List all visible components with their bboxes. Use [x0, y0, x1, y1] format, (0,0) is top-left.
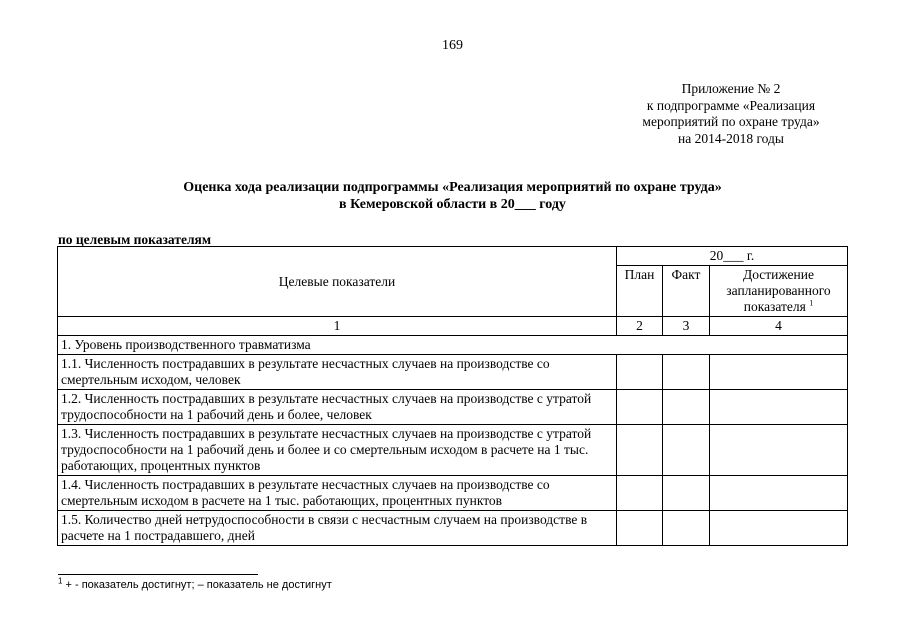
achievement-cell: [710, 425, 848, 476]
page-number: 169: [442, 38, 463, 53]
fact-cell: [663, 476, 710, 511]
footnote-ref: 1: [809, 298, 814, 308]
appendix-line: мероприятий по охране труда»: [642, 114, 820, 129]
plan-cell: [617, 511, 663, 546]
footnote-text: + - показатель достигнут; – показатель не достигнут: [65, 579, 332, 591]
achievement-cell: [710, 476, 848, 511]
title-line: Оценка хода реализации подпрограммы «Реализация мероприятий по охране труда»: [183, 180, 722, 195]
title-line: в Кемеровской области в 20___ году: [339, 197, 566, 212]
header-achievement-text: Достижение запланированного показателя: [726, 267, 831, 314]
column-number-row: [58, 317, 848, 336]
fact-cell: [663, 355, 710, 390]
footnote-marker: 1: [58, 576, 63, 586]
plan-cell: [617, 355, 663, 390]
table-row: [58, 476, 848, 511]
table-row: [58, 511, 848, 546]
footnote: [58, 576, 332, 591]
indicator-cell: 1.1. Численность пострадавших в результате несчастных случаев на производстве со смертельным исходом, человек: [58, 355, 617, 390]
appendix-line: к подпрограмме «Реализация: [646, 97, 816, 113]
indicators-table: [57, 246, 848, 546]
footnote-separator: [58, 574, 258, 575]
column-number: 4: [710, 317, 848, 336]
section-title: 1. Уровень производственного травматизма: [58, 336, 848, 355]
fact-cell: [663, 425, 710, 476]
appendix-line: Приложение № 2: [681, 81, 781, 96]
appendix-block: [600, 81, 862, 147]
header-achievement: [710, 266, 848, 317]
plan-cell: [617, 476, 663, 511]
plan-cell: [617, 425, 663, 476]
table-header-row: [58, 247, 848, 266]
table-row: [58, 355, 848, 390]
achievement-cell: [710, 355, 848, 390]
table-row: [58, 425, 848, 476]
column-number: 3: [663, 317, 710, 336]
indicator-cell: 1.4. Численность пострадавших в результате несчастных случаев на производстве со смертельным исходом в расчете на 1 тыс. работающих, процентных пунктов: [58, 476, 617, 511]
achievement-cell: [710, 511, 848, 546]
header-plan: План: [617, 266, 663, 317]
header-year: 20___ г.: [617, 247, 848, 266]
indicator-cell: 1.3. Численность пострадавших в результате несчастных случаев на производстве с утратой трудоспособности на 1 рабочий день и более и со смертельным исходом в расчете на 1 тыс. работающих, процентных пунктов: [58, 425, 617, 476]
document-title: [120, 179, 785, 213]
column-number: 1: [58, 317, 617, 336]
table-row: [58, 390, 848, 425]
appendix-line: на 2014-2018 годы: [678, 130, 784, 146]
indicator-cell: 1.5. Количество дней нетрудоспособности в связи с несчастным случаем на производстве в расчете на 1 пострадавшего, дней: [58, 511, 617, 546]
plan-cell: [617, 390, 663, 425]
section-row: [58, 336, 848, 355]
column-number: 2: [617, 317, 663, 336]
header-fact: Факт: [663, 266, 710, 317]
fact-cell: [663, 390, 710, 425]
subheading: по целевым показателям: [58, 232, 212, 247]
header-indicators: Целевые показатели: [58, 247, 617, 317]
fact-cell: [663, 511, 710, 546]
achievement-cell: [710, 390, 848, 425]
indicator-cell: 1.2. Численность пострадавших в результате несчастных случаев на производстве с утратой трудоспособности на 1 рабочий день и более, человек: [58, 390, 617, 425]
